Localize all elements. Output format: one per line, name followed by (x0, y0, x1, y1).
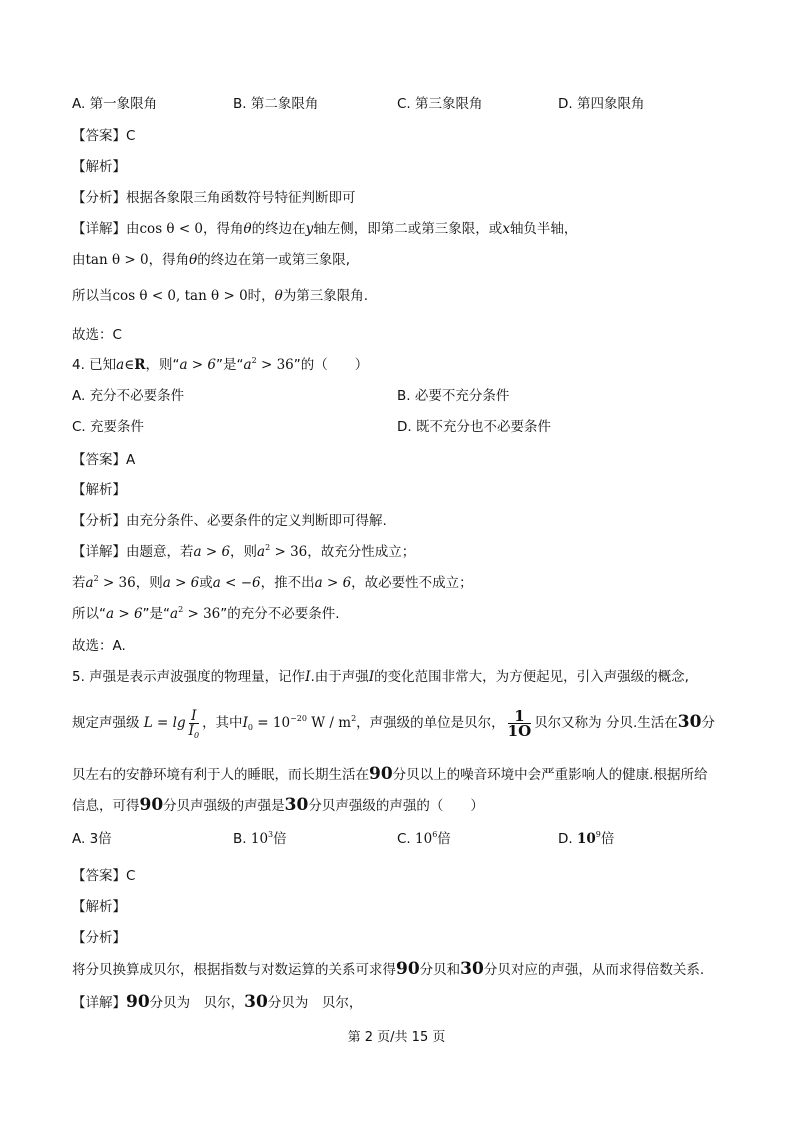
q4-stem: 4. 已知a∈R，则“a > 6”是“$a^2 > 36$”的（ ） (72, 356, 369, 373)
q5-option-b: B. $10^3$倍 (233, 830, 287, 847)
q5-fenxi-text: 将分贝换算成贝尔，根据指数与对数运算的关系可求得90分贝和30分贝对应的声强，从而求得倍数关系. (72, 959, 705, 979)
q5-stem-line-1: 5. 声强是表示声波强度的物理量，记作I.由于声强I的变化范围非常大，为方便起见，引入声强级的概念, (72, 669, 689, 685)
q5-fenxi: 【分析】 (72, 930, 126, 946)
q4-detail-line-1: 【详解】由题意，若a > 6，则$a^2 > 36$，故充分性成立； (72, 543, 416, 560)
q5-jiexi: 【解析】 (72, 899, 126, 915)
q4-fenxi: 【分析】由充分条件、必要条件的定义判断即可得解. (72, 513, 387, 529)
q3-detail-line-3: 所以当cos θ < 0, tan θ > 0时，θ为第三象限角. (72, 288, 369, 304)
q5-option-d: D. $10^9$倍 (558, 830, 615, 847)
q4-answer: 【答案】A (72, 452, 136, 468)
q3-option-d: D. 第四象限角 (558, 96, 645, 112)
intensity-ratio-fraction: $\frac{I}{I_0}$ (188, 707, 200, 740)
q3-option-b: B. 第二象限角 (233, 96, 319, 112)
q4-jiexi: 【解析】 (72, 482, 126, 498)
q5-option-a: A. 3倍 (72, 831, 112, 847)
q4-detail-line-3: 所以“a > 6”是“$a^2 > 36$”的充分不必要条件. (72, 605, 340, 622)
q4-option-a: A. 充分不必要条件 (72, 388, 185, 404)
q3-option-c: C. 第三象限角 (397, 96, 483, 112)
q3-xuan: 故选：C (72, 327, 122, 343)
q3-detail-line-2: 由tan θ > 0，得角θ的终边在第一或第三象限, (72, 252, 351, 268)
q4-option-c: C. 充要条件 (72, 419, 145, 435)
decibel-formula: L = lg (143, 715, 186, 731)
page-footer: 第 2 页/共 15 页 (347, 1030, 446, 1045)
q4-option-d: D. 既不充分也不必要条件 (397, 419, 551, 435)
q5-option-c: C. $10^6$倍 (397, 830, 451, 847)
one-tenth-fraction: $\frac{1}{1O}$ (507, 706, 532, 740)
q5-stem-line-3: 贝左右的安静环境有利于人的睡眠，而长期生活在90分贝以上的噪音环境中会严重影响人的健康.根据所给 (72, 764, 708, 784)
q3-fenxi: 【分析】根据各象限三角函数符号特征判断即可 (72, 190, 356, 206)
q3-jiexi: 【解析】 (72, 159, 126, 175)
q4-detail-line-2: 若$a^2 > 36$，则a > 6或a < −6，推不出a > 6，故必要性不成立； (72, 574, 473, 591)
q3-option-a: A. 第一象限角 (72, 96, 158, 112)
q3-answer: 【答案】C (72, 128, 136, 144)
q5-answer: 【答案】C (72, 868, 136, 884)
q5-stem-line-4: 信息，可得90分贝声强级的声强是30分贝声强级的声强的（ ） (72, 795, 484, 815)
q5-detail-line-1: 【详解】90分贝为 贝尔，30分贝为 贝尔， (72, 992, 363, 1012)
q5-stem-line-2: 规定声强级 L = lg $\frac{I}{I_0}$ ，其中$I_0 = 10^{-20}$ W / $m^2$，声强级的单位是贝尔， $\frac{1}{1O}$ 贝尔又称为 分贝.生活在30分 (72, 706, 715, 740)
q4-option-b: B. 必要不充分条件 (397, 388, 510, 404)
q3-detail-line-1: 【详解】由cos θ < 0，得角θ的终边在y轴左侧，即第二或第三象限，或x轴负半轴， (72, 221, 578, 237)
q4-xuan: 故选：A. (72, 638, 126, 654)
